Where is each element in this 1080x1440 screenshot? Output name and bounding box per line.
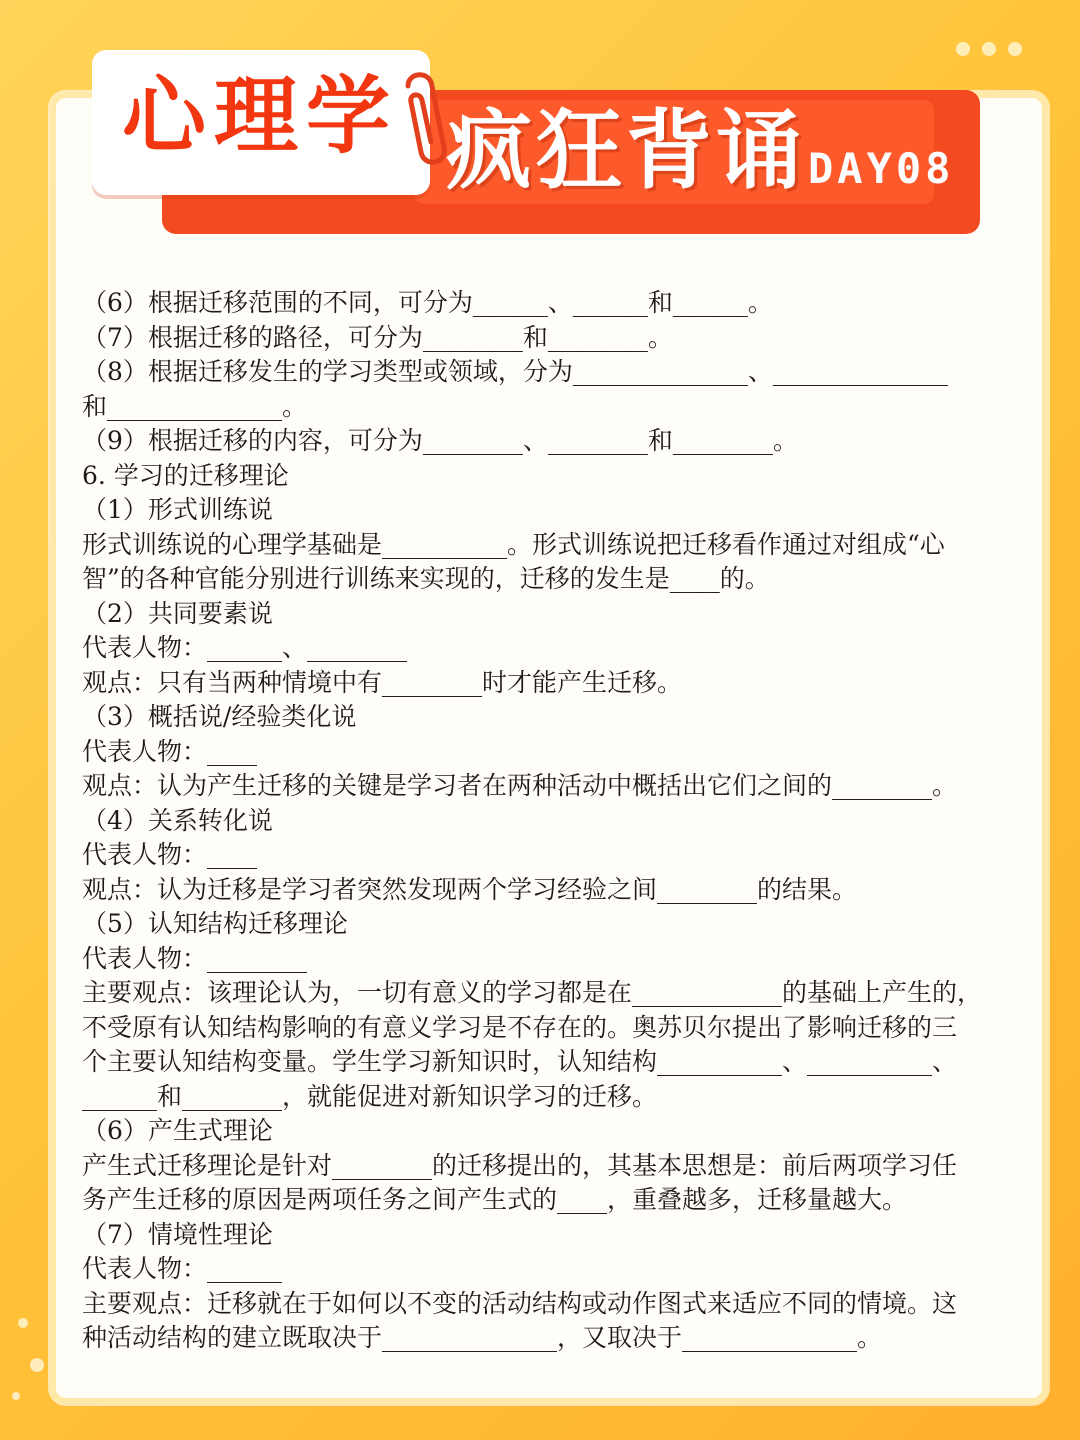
paperclip-icon	[394, 66, 454, 176]
subsection-heading: （3）概括说/经验类化说	[82, 702, 357, 731]
decorative-speck	[18, 1318, 28, 1328]
text-line: 代表人物：____	[82, 736, 258, 766]
title-sub: 疯狂背诵	[446, 101, 806, 201]
page-header	[0, 0, 1080, 250]
subsection-heading: （1）形式训练说	[82, 495, 273, 524]
subsection-heading: （2）共同要素说	[82, 598, 273, 628]
text-line: 代表人物：____	[82, 840, 258, 869]
decorative-speck	[30, 1358, 44, 1372]
text-line: 代表人物：________	[82, 943, 308, 973]
subsection-heading: （6）产生式理论	[82, 1116, 273, 1145]
text-line: （8）根据迁移发生的学习类型或领域，分为______________、______________	[82, 357, 948, 386]
day-label: DAY08	[808, 144, 955, 193]
text-line: 种活动结构的建立既取决于______________，又取决于______________。	[82, 1323, 883, 1352]
text-line: 个主要认知结构变量。学生学习新知识时，认知结构__________、__________、	[82, 1047, 958, 1076]
text-line: 代表人物：______	[82, 1254, 283, 1283]
text-line: 智”的各种官能分别进行训练来实现的，迁移的发生是____的。	[82, 564, 770, 593]
section-heading: 6. 学习的迁移理论	[82, 460, 289, 490]
text-line: ______和________，就能促进对新知识学习的迁移。	[82, 1081, 658, 1111]
text-line: 代表人物：______、________	[82, 633, 408, 662]
subsection-heading: （4）关系转化说	[82, 805, 273, 835]
text-line: 观点：认为迁移是学习者突然发现两个学习经验之间________的结果。	[82, 874, 858, 904]
text-line: （6）根据迁移范围的不同，可分为______、______和______。	[82, 288, 773, 317]
text-line: 不受原有认知结构影响的有意义学习是不存在的。奥苏贝尔提出了影响迁移的三	[82, 1012, 958, 1042]
text-line: 主要观点：迁移就在于如何以不变的活动结构或动作图式来适应不同的情境。这	[82, 1288, 958, 1318]
text-line: 和______________。	[82, 391, 308, 421]
text-line: （9）根据迁移的内容，可分为________、________和________。	[82, 426, 798, 455]
subsection-heading: （5）认知结构迁移理论	[82, 909, 348, 938]
text-line: 产生式迁移理论是针对________的迁移提出的，其基本思想是：前后两项学习任	[82, 1150, 958, 1180]
decorative-speck	[12, 1392, 20, 1400]
title-main: 心理学	[122, 67, 399, 165]
subsection-heading: （7）情境性理论	[82, 1219, 273, 1249]
worksheet-body	[82, 286, 1004, 1356]
text-line: （7）根据迁移的路径，可分为________和________。	[82, 322, 673, 352]
text-line: 务产生迁移的原因是两项任务之间产生式的____，重叠越多，迁移量越大。	[82, 1185, 908, 1214]
text-line: 主要观点：该理论认为，一切有意义的学习都是在____________的基础上产生的，	[82, 978, 983, 1007]
text-line: 形式训练说的心理学基础是__________。形式训练说把迁移看作通过对组成“心	[82, 529, 945, 559]
text-line: 观点：认为产生迁移的关键是学习者在两种活动中概括出它们之间的________。	[82, 771, 958, 800]
text-line: 观点：只有当两种情境中有________时才能产生迁移。	[82, 667, 683, 697]
